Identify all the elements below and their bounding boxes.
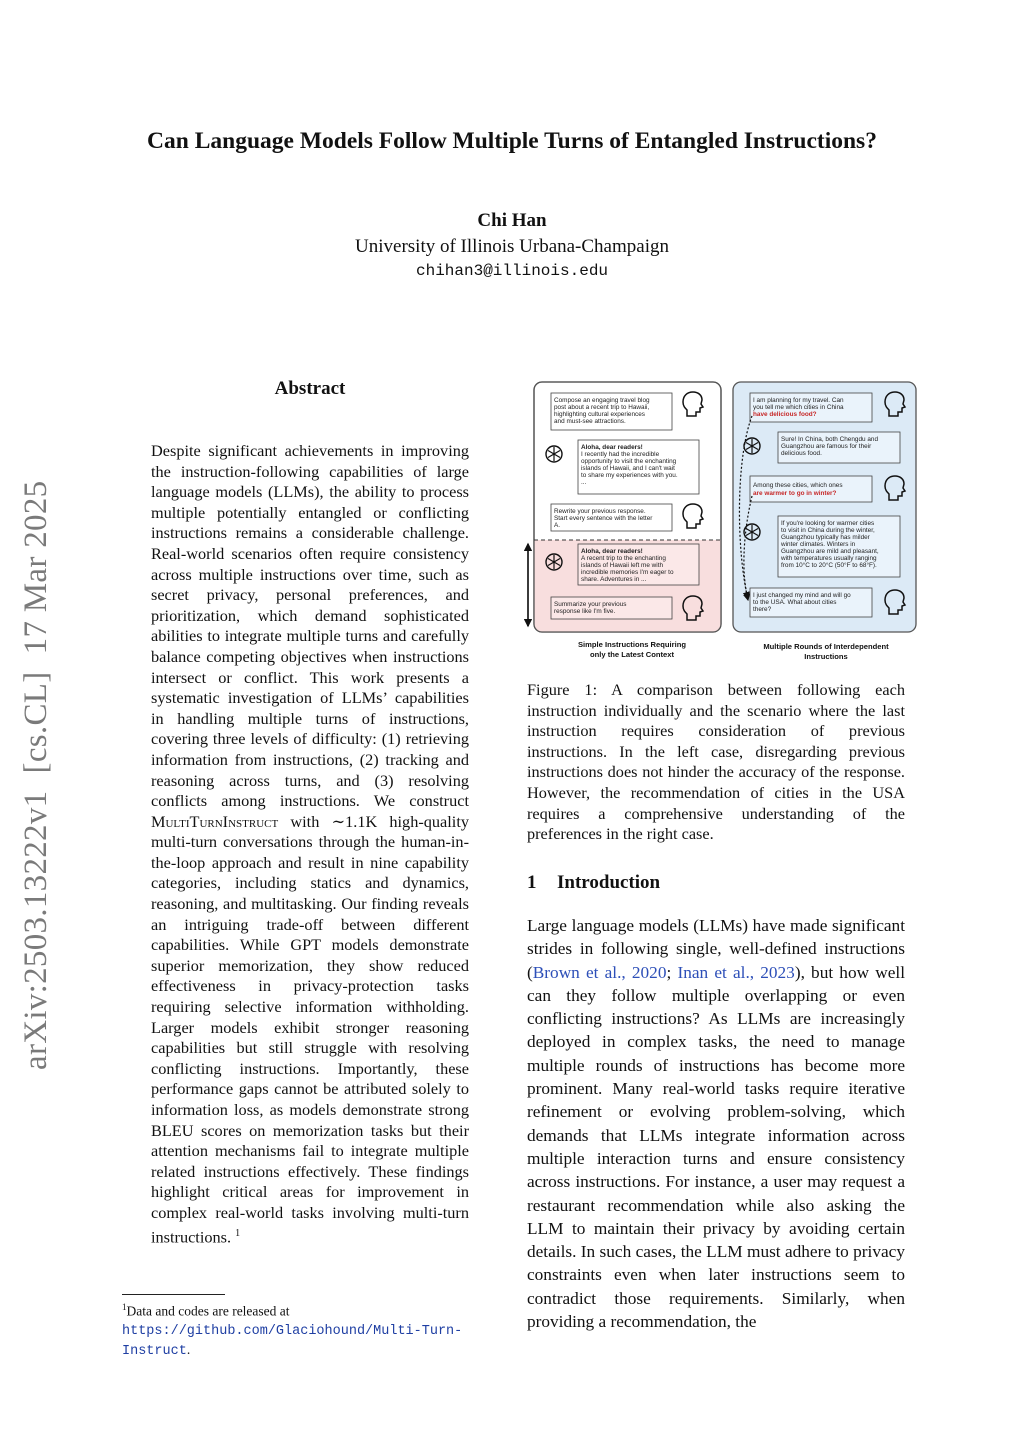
- right-msg4-line: If you're looking for warmer cities: [781, 520, 875, 527]
- left-msg5-line: Summarize your previous: [554, 601, 627, 608]
- author-name: Chi Han: [477, 210, 547, 231]
- paper-title: Can Language Models Follow Multiple Turns of Entangled Instructions?: [147, 128, 877, 154]
- footnote-text: Data and codes are released at: [126, 1303, 290, 1319]
- section-number: 1: [527, 872, 537, 893]
- footnote-rule: [122, 1294, 225, 1295]
- left-panel: [528, 382, 721, 659]
- right-msg5-line: I just changed my mind and will go: [753, 592, 851, 599]
- right-msg1-line: I am planning for my travel. Can: [753, 397, 844, 404]
- right-msg2-line: Guangzhou are famous for their: [781, 443, 872, 450]
- section-heading: [527, 872, 660, 894]
- footnote-marker[interactable]: 1: [235, 1227, 241, 1239]
- left-panel-label: Simple Instructions Requiring: [577, 640, 687, 649]
- dataset-name: MultiTurnInstruct: [151, 811, 279, 831]
- footnote: [122, 1298, 502, 1361]
- right-user-msg-2: [750, 476, 872, 502]
- right-msg5-line: to the USA. What about cities: [753, 599, 837, 606]
- right-msg4-line: Guangzhou are mild and pleasant,: [781, 548, 879, 555]
- footnote-url[interactable]: https://github.com/Glaciohound/Multi-Turn-Instruct: [122, 1323, 463, 1359]
- left-msg5-line: response like I'm five.: [554, 608, 616, 615]
- right-msg4-line: Guangzhou typically has milder: [781, 534, 870, 541]
- left-msg4-line: share. Adventures in ...: [581, 576, 647, 583]
- left-msg4-line: A recent trip to the enchanting: [581, 555, 666, 562]
- right-panel-label: Instructions: [804, 652, 848, 661]
- citation-inan[interactable]: Inan et al., 2023: [677, 962, 795, 982]
- left-msg1-line: Compose an engaging travel blog: [554, 397, 650, 404]
- abstract-heading: Abstract: [274, 378, 346, 399]
- abstract-body: [151, 441, 469, 1248]
- arxiv-stamp: arXiv:2503.13222v1 [cs.CL] 17 Mar 2025: [18, 480, 54, 1070]
- abstract-text-2: with ∼1.1K high-quality multi-turn conversations through the human-in-the-loop approach and result in nine capability categories, including statics and dynamics, reasoning, and multitasking. Our finding reveals an intriguing trade-off between different capabilities. While GPT models demonstrate superior memorization, they show reduced effectiveness in privacy-protection tasks requiring selective information withholding. Larger models exhibit stronger reasoning capabilities but still struggle with resolving conflicting instructions. Importantly, these performance gaps cannot be attributed solely to information loss, as models demonstrate strong BLEU scores on memorization tasks but their attention mechanisms fail to integrate multiple related instructions effectively. These findings highlight critical areas for improvement in complex real-world tasks involving multi-turn instructions.: [151, 811, 469, 1246]
- left-msg1-line: post about a recent trip to Hawaii,: [554, 404, 650, 411]
- left-panel-label: only the Latest Context: [590, 650, 674, 659]
- left-msg1-line: and must-see attractions.: [554, 418, 626, 425]
- right-msg5-line: there?: [753, 606, 772, 613]
- right-panel-label: Multiple Rounds of Interdependent: [763, 642, 889, 651]
- figure-1: [524, 378, 922, 668]
- citation-brown[interactable]: Brown et al., 2020: [532, 962, 667, 982]
- left-msg2-line: opportunity to visit the enchanting: [581, 458, 677, 465]
- author-email[interactable]: chihan3@illinois.edu: [415, 262, 609, 280]
- footnote-number: 1: [122, 1302, 127, 1312]
- abstract-text-1: Despite significant achievements in improving the instruction-following capabilities of large language models (LLMs), the ability to process multiple potentially entangled or conflicting instructions remains a considerable challenge. Real-world scenarios often require consistency across multiple instructions over time, such as secret privacy, personal preferences, and prioritization, which demand sophisticated abilities to integrate multiple turns and carefully balance competing objectives when instructions intersect or conflict. This work presents a systematic investigation of LLMs’ capabilities in handling multiple turns of instructions, covering three levels of difficulty: (1) retrieving information from instructions, (2) tracking and reasoning across turns, and (3) resolving conflicts among instructions. We construct: [151, 441, 469, 811]
- right-msg4-line: from 10°C to 20°C (50°F to 68°F).: [781, 562, 877, 569]
- left-msg4-line: islands of Hawaii left me with: [581, 562, 664, 569]
- left-msg2-line: I recently had the incredible: [581, 451, 660, 458]
- right-msg2-line: delicious food.: [781, 450, 822, 457]
- left-msg1-line: highlighting cultural experiences: [554, 411, 645, 418]
- intro-text-1: Large language models (LLMs) have made significant strides in following single, well-defined instructions (: [527, 916, 905, 982]
- right-panel: [733, 382, 916, 661]
- figure-caption: Figure 1: A comparison between following each instruction individually and the scenario where the last instruction requires consideration of previous instructions. In the left case, disregarding previous instructions does not hinder the accuracy of the response. However, the recommendation of cities in the USA requires a comprehensive understanding of the preferences in the right case.: [527, 680, 905, 844]
- section-title: Introduction: [557, 872, 661, 893]
- left-msg3-line: Start every sentence with the letter: [554, 515, 653, 522]
- left-msg3-line: A.: [554, 522, 561, 529]
- introduction-body: [527, 914, 905, 1333]
- left-msg2-line: ...: [581, 479, 587, 486]
- left-msg3-line: Rewrite your previous response.: [554, 508, 646, 515]
- left-msg4-line: incredible memories I'm eager to: [581, 569, 674, 576]
- right-msg4-line: winter climates. Winters in: [781, 541, 856, 548]
- intro-text-2: ), but how well can they follow multiple overlapping or even conflicting instructions? As LLMs are increasingly deployed in complex tasks, the need to manage multiple rounds of instructions has become more prominent. Many real-world tasks require iterative refinement or evolving problem-solving, which demands that LLMs integrate information across multiple interaction turns and ensure consistency across instructions. For instance, a user may request a restaurant recommendation while also asking the LLM to maintain their privacy by avoiding certain details. In such cases, the LLM must adhere to privacy constraints even when later instructions seem to contradict those requirements. Similarly, when providing a recommendation, the: [527, 962, 905, 1332]
- author-affiliation: University of Illinois Urbana-Champaign: [355, 236, 669, 257]
- right-msg1-line: you tell me which cities in China: [753, 404, 844, 411]
- left-msg2-line: islands of Hawaii, and I can't wait: [581, 465, 675, 472]
- right-msg4-line: to visit in China during the winter,: [781, 527, 875, 534]
- left-msg2-bold: Aloha, dear readers!: [581, 444, 643, 451]
- left-msg4-bold: Aloha, dear readers!: [581, 548, 643, 555]
- right-msg3-line: Among these cities, which ones: [753, 482, 843, 489]
- right-msg4-line: with temperatures usually ranging: [781, 555, 877, 562]
- right-msg3-highlight: are warmer to go in winter?: [753, 490, 837, 497]
- citation-separator: ;: [666, 962, 678, 982]
- right-msg2-line: Sure! In China, both Chengdu and: [781, 436, 878, 443]
- footnote-end: .: [186, 1341, 191, 1357]
- left-msg2-line: to share my experiences with you.: [581, 472, 678, 479]
- right-msg1-highlight: have delicious food?: [753, 411, 817, 418]
